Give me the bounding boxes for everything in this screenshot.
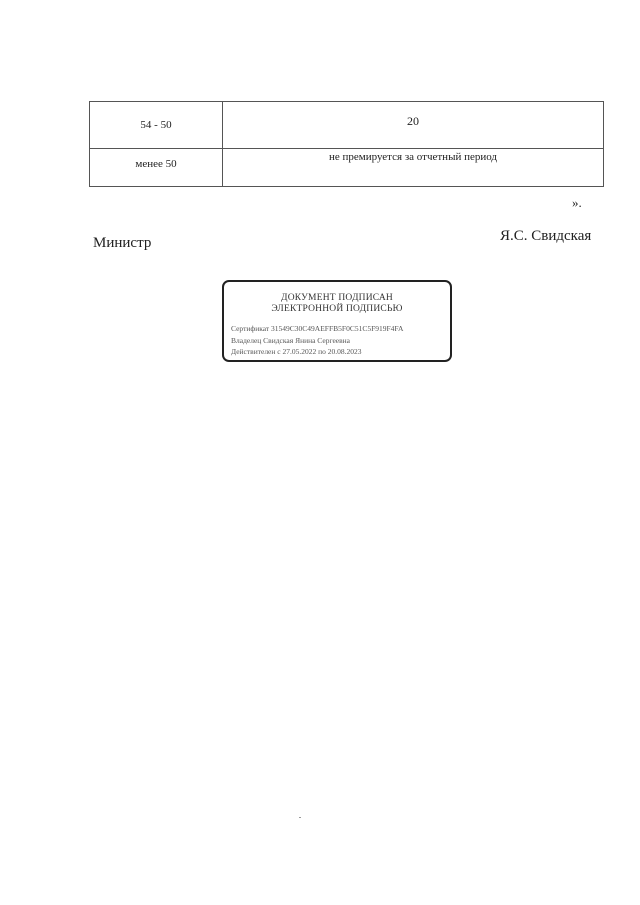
scan-speck: [299, 817, 301, 818]
stamp-validity: Действителен с 27.05.2022 по 20.08.2023: [231, 347, 362, 356]
stamp-title-line1: ДОКУМЕНТ ПОДПИСАН: [281, 293, 393, 303]
table-cell-range: 54 - 50: [90, 102, 223, 148]
electronic-signature-stamp: [222, 280, 452, 362]
stamp-owner: Владелец Свидская Янина Сергеевна: [231, 336, 351, 345]
table-row: [90, 149, 603, 186]
table-cell-range: менее 50: [90, 149, 223, 186]
signer-position: Министр: [93, 235, 152, 251]
table-cell-value: 20: [407, 114, 419, 128]
stamp-title-line2: ЭЛЕКТРОННОЙ ПОДПИСЬЮ: [271, 304, 403, 314]
table-cell-value: не премируется за отчетный период: [328, 151, 498, 163]
signer-name: Я.С. Свидская: [500, 228, 592, 244]
stamp-certificate: Сертификат 31549C30C49AEFFB5F0C51C5F919F4FA: [231, 324, 404, 333]
closing-quote: ».: [572, 195, 582, 210]
criteria-table: [89, 101, 604, 187]
table-row: [90, 102, 603, 149]
